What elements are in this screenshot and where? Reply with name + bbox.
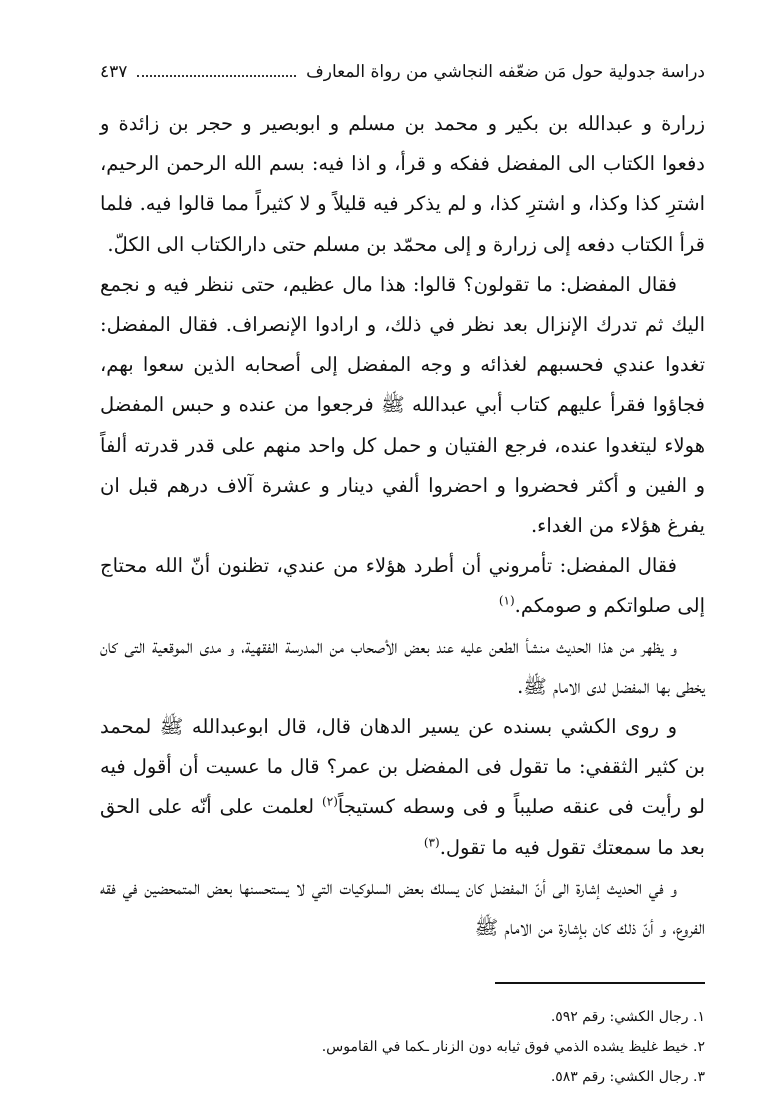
paragraph bbox=[100, 707, 705, 868]
paragraph-text: و في الحديث إشارة الى أنّ المفضل كان يسلك بعض السلوكيات التي لا يستحسنها بعض المتمحضين في فقه الفروع، و أنّ ذلك كان بإشارة من الامام ﷺ bbox=[100, 875, 705, 940]
footnote-item: ٣. رجال الكشي: رقم ٥٨٣. bbox=[550, 1069, 705, 1086]
footnote-marker[interactable]: (١) bbox=[498, 593, 515, 608]
footnote-marker[interactable]: (٣) bbox=[423, 835, 440, 850]
paragraph-text: فقال المفضل: تأمروني أن أطرد هؤلاء من عندي، تظنون أنّ الله محتاج إلى صلواتكم و صومكم. bbox=[100, 554, 705, 618]
footnote-item: ١. رجال الكشي: رقم ٥٩٢. bbox=[550, 1009, 705, 1026]
paragraph bbox=[100, 546, 705, 626]
paragraph-text: لعلمت على أنّه على الحق بعد ما سمعتك تقول فيه ما تقول. bbox=[100, 795, 705, 859]
paragraph bbox=[100, 627, 705, 707]
paragraph-text: فقال المفضل: ما تقولون؟ قالوا: هذا مال عظيم، حتى ننظر فيه و نجمع اليك ثم تدرك الإنزال بعد نظر في ذلك، و ارادوا الإنصراف. فقال المفضل: تغدوا عندي فحسبهم لغذائه و وجه المفضل إلى أصحابه الذين سعوا بهم، فجاؤوا فقرأ عليهم كتاب أبي عبدالله ﷺ فرجعوا من عنده و حبس المفضل هولاء ليتغدوا عنده، فرجع الفتيان و حمل كل واحد منهم على قدر قدرته ألفاً و الفين و أكثر فحضروا و احضروا ألفي دينار و عشرة آلاف درهم قبل ان يفرغ هؤلاء من الغداء. bbox=[100, 272, 705, 538]
footnotes bbox=[100, 1002, 705, 1092]
footnote-separator-wrap bbox=[100, 948, 705, 1002]
page-number: ٤٣٧ bbox=[100, 62, 128, 82]
paragraph bbox=[100, 868, 705, 948]
paragraph bbox=[100, 265, 705, 546]
paragraph-text: و روى الكشي بسنده عن يسير الدهان قال، قال ابوعبدالله ﷺ لمحمد بن كثير الثقفي: ما تقول فى المفضل بن عمر؟ قال ما عسيت أن أقول فيه لو رأيت فى عنقه صليباً و فى وسطه كستيجاً bbox=[100, 715, 705, 819]
paragraph bbox=[100, 104, 705, 265]
footnote-separator bbox=[495, 982, 705, 984]
header-dot-leader bbox=[137, 75, 296, 77]
paragraph-text: زرارة و عبدالله بن بكير و محمد بن مسلم و ابوبصير و حجر بن زائدة و دفعوا الكتاب الى المفضل ففكه و قرأ، و اذا فيه: بسم الله الرحمن الرحيم، اشترِ كذا وكذا، و اشترِ كذا، و لم يذكر فيه قليلاً و لا كثيراً مما قالوا فيه. فلما قرأ الكتاب دفعه إلى زرارة و إلى محمّد بن مسلم حتى دارالكتاب الى الكلّ. bbox=[100, 112, 705, 256]
running-header bbox=[100, 60, 705, 84]
footnote-item: ٢. خيط غليظ يشده الذمي فوق ثيابه دون الزنار ـكما في القاموس. bbox=[321, 1039, 705, 1056]
body-text bbox=[100, 104, 705, 948]
footnote-marker[interactable]: (٢) bbox=[322, 794, 338, 809]
paragraph-text: و يظهر من هذا الحديث منشأ الطعن عليه عند بعض الأصحاب من المدرسة الفقهية، و مدى الموقعية التى كان يخطى بها المفضل لدى الامام ﷺ. bbox=[100, 634, 705, 698]
running-title: دراسة جدولية حول مَن ضعّفه النجاشي من رواة المعارف bbox=[306, 62, 705, 82]
